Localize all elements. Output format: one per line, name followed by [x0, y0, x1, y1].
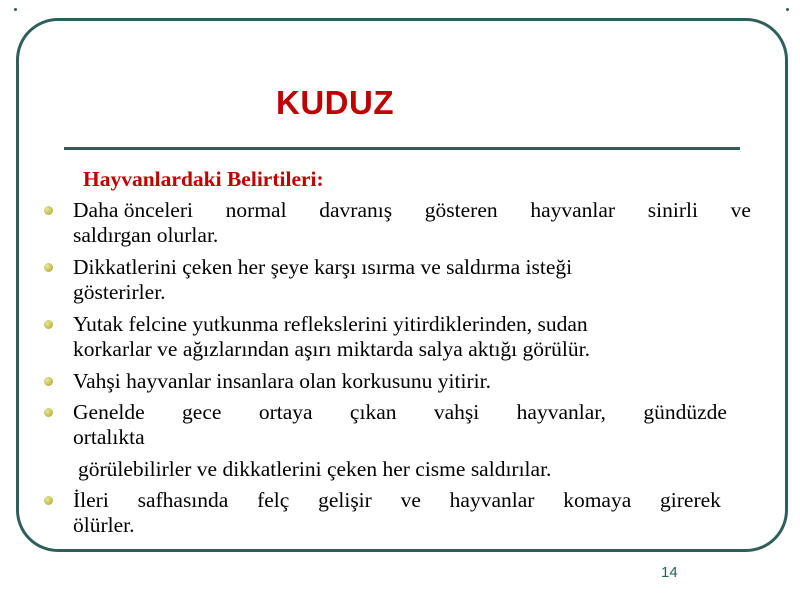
- word: gündüzde: [643, 400, 727, 424]
- bullet-3-line-1: Yutak felcine yutkunma reflekslerini yitirdiklerinden, sudan: [73, 312, 588, 336]
- page-number: 14: [661, 564, 678, 581]
- bullet-6-line-1: [73, 488, 721, 513]
- bullet-icon: [44, 408, 53, 417]
- word: davranış: [319, 198, 393, 222]
- bullet-icon: [44, 206, 53, 215]
- bullet-icon: [44, 263, 53, 272]
- bullet-5-line-3: görülebilirler ve dikkatlerini çeken her cisme saldırılar.: [78, 457, 552, 481]
- bullet-6-line-2: ölürler.: [73, 513, 135, 537]
- word: sinirli: [647, 198, 698, 222]
- word: ortaya: [258, 400, 313, 424]
- slide-subtitle: Hayvanlardaki Belirtileri:: [83, 167, 324, 191]
- word: Genelde: [73, 400, 145, 424]
- word: komaya: [563, 488, 632, 512]
- word: ve: [400, 488, 421, 512]
- word: hayvanlar: [449, 488, 535, 512]
- bullet-2-line-1: Dikkatlerini çeken her şeye karşı ısırma ve saldırma isteği: [73, 255, 573, 279]
- slide-title: KUDUZ: [276, 84, 394, 121]
- bullet-1-line-2: saldırgan olurlar.: [73, 223, 219, 247]
- bullet-1-line-1: [73, 198, 751, 223]
- word: Daha önceleri: [73, 198, 193, 222]
- word: çıkan: [349, 400, 397, 424]
- bullet-icon: [44, 496, 53, 505]
- bullet-4-line-1: Vahşi hayvanlar insanlara olan korkusunu yitirir.: [73, 369, 491, 393]
- word: İleri: [73, 488, 109, 512]
- bullet-5-line-1: [73, 400, 727, 425]
- word: gösteren: [424, 198, 498, 222]
- bullet-icon: [44, 377, 53, 386]
- word: hayvanlar: [530, 198, 616, 222]
- bullet-2-line-2: gösterirler.: [73, 280, 166, 304]
- word: gece: [182, 400, 222, 424]
- bullet-icon: [44, 320, 53, 329]
- word: gelişir: [318, 488, 372, 512]
- word: felç: [257, 488, 290, 512]
- word: girerek: [660, 488, 721, 512]
- word: normal: [225, 198, 287, 222]
- word: ve: [730, 198, 751, 222]
- bullet-3-line-2: korkarlar ve ağızlarından aşırı miktarda salya aktığı görülür.: [73, 337, 591, 361]
- word: hayvanlar,: [516, 400, 606, 424]
- word: safhasında: [137, 488, 229, 512]
- bullet-5-line-2: ortalıkta: [73, 425, 145, 449]
- word: vahşi: [433, 400, 480, 424]
